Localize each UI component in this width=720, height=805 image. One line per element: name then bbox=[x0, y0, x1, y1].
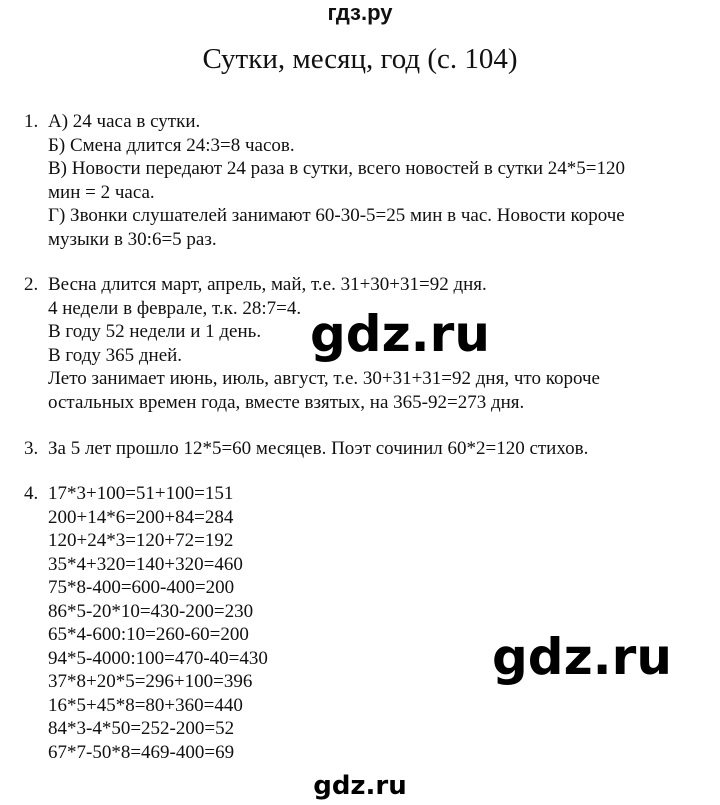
task-line: 16*5+45*8=80+360=440 bbox=[48, 694, 243, 716]
task-line: музыки в 30:6=5 раз. bbox=[48, 228, 217, 250]
task-line: мин = 2 часа. bbox=[48, 181, 155, 203]
task-line: Г) Звонки слушателей занимают 60-30-5=25 мин в час. Новости короче bbox=[48, 205, 625, 226]
task-line: 200+14*6=200+84=284 bbox=[48, 506, 234, 528]
task-line: 84*3-4*50=252-200=52 bbox=[48, 718, 235, 739]
page-title: Сутки, месяц, год (с. 104) bbox=[202, 43, 518, 75]
task-line: 75*8-400=600-400=200 bbox=[48, 577, 235, 598]
task-line: Лето занимает июнь, июль, август, т.е. 30+31+31=92 дня, что короче bbox=[48, 368, 600, 389]
task-line: 67*7-50*8=469-400=69 bbox=[48, 741, 235, 763]
task-line: 65*4-600:10=260-60=200 bbox=[48, 624, 249, 645]
task-line: остальных времен года, вместе взятых, на 365-92=273 дня. bbox=[48, 391, 525, 413]
task-line: Б) Смена длится 24:3=8 часов. bbox=[48, 134, 295, 156]
watermark-footer: gdz.ru bbox=[313, 771, 407, 801]
task-line: 94*5-4000:100=470-40=430 bbox=[48, 647, 268, 669]
task-number: 2. bbox=[24, 274, 39, 295]
task-line: В году 365 дней. bbox=[48, 344, 183, 366]
task-line: 37*8+20*5=296+100=396 bbox=[48, 671, 253, 692]
site-header: гдз.ру bbox=[327, 0, 393, 25]
watermark-mid: gdz.ru bbox=[310, 305, 490, 363]
task-number: 1. bbox=[24, 111, 39, 132]
task-line: Весна длится март, апрель, май, т.е. 31+30+31=92 дня. bbox=[48, 274, 487, 295]
task-text bbox=[48, 437, 698, 461]
task-line: 86*5-20*10=430-200=230 bbox=[48, 600, 254, 622]
task-line: За 5 лет прошло 12*5=60 месяцев. Поэт сочинил 60*2=120 стихов. bbox=[48, 438, 589, 459]
watermark-right: gdz.ru bbox=[492, 628, 672, 686]
task-text bbox=[48, 110, 698, 251]
task-line: В году 52 недели и 1 день. bbox=[48, 321, 262, 342]
task-line: 120+24*3=120+72=192 bbox=[48, 530, 234, 551]
task-line: 17*3+100=51+100=151 bbox=[48, 483, 234, 504]
task-line: 35*4+320=140+320=460 bbox=[48, 553, 243, 575]
task-number: 3. bbox=[24, 438, 39, 459]
task-text bbox=[48, 482, 698, 764]
task-line: В) Новости передают 24 раза в сутки, всего новостей в сутки 24*5=120 bbox=[48, 158, 625, 179]
task-line: 4 недели в феврале, т.к. 28:7=4. bbox=[48, 297, 302, 319]
task-number: 4. bbox=[24, 483, 39, 504]
task-line: А) 24 часа в сутки. bbox=[48, 111, 201, 132]
